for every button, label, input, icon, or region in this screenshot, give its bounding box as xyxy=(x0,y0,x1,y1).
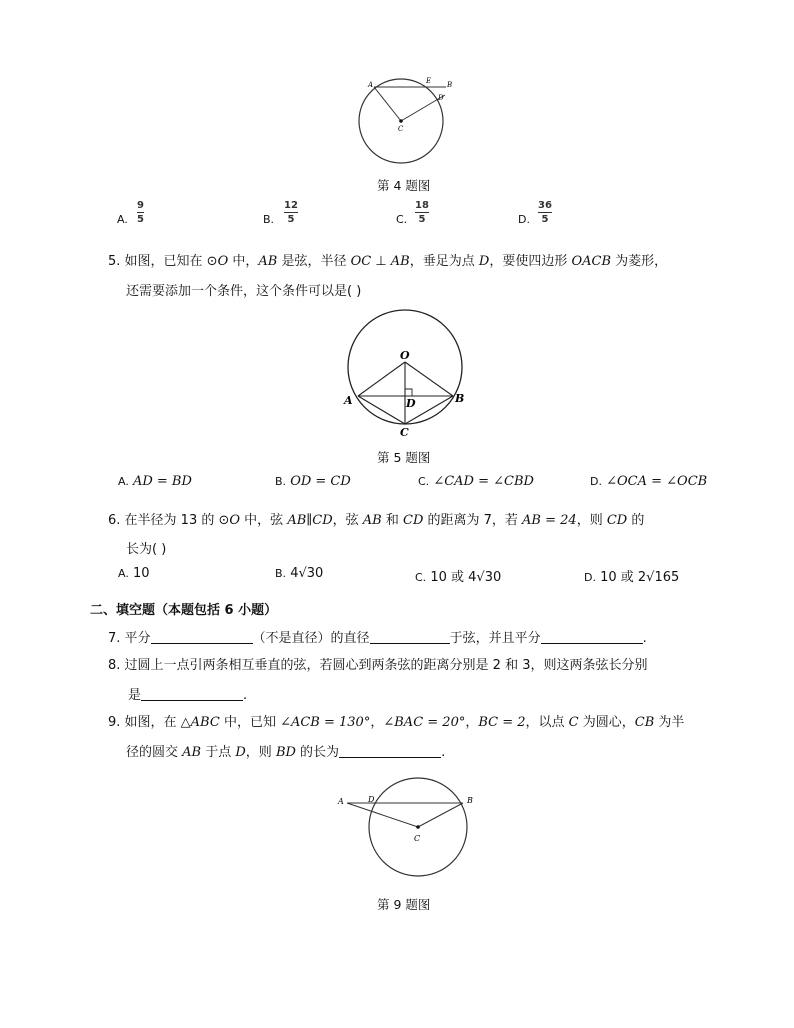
option-letter: A. xyxy=(117,213,128,226)
option-letter: B. xyxy=(263,213,275,226)
q9-line1: 9. 如图，在 △ABC 中，已知 ∠ACB = 130°，∠BAC = 20°，BC = 2，以点 C 为圆心，CB 为半 xyxy=(108,715,685,730)
fig5-label-a: A xyxy=(344,394,353,407)
q7-blank-2[interactable] xyxy=(370,631,450,644)
q5-option-b: B. OD = CD xyxy=(275,474,351,489)
q5-line2: 还需要添加一个条件，这个条件可以是( ) xyxy=(126,284,362,299)
fig9-caption: 第 9 题图 xyxy=(377,897,431,912)
fig5-segment-oa xyxy=(358,362,405,396)
fraction: 36 5 xyxy=(538,200,552,225)
fig4-label-b: B xyxy=(447,81,453,89)
fig9-segment-cb xyxy=(418,803,463,827)
fig4-label-d: D xyxy=(438,94,444,102)
fig4-label-a: A xyxy=(368,81,374,89)
q7: 7. 平分 （不是直径）的直径 于弦，并且平分 . xyxy=(108,631,647,646)
figure-4 xyxy=(350,72,460,172)
q5-option-d: D. ∠OCA = ∠OCB xyxy=(590,474,708,489)
fig5-label-c: C xyxy=(400,426,409,439)
q6-option-a: A. 10 xyxy=(118,566,150,581)
fraction: 9 5 xyxy=(137,200,144,225)
fig5-label-b: B xyxy=(455,392,465,405)
option-letter: C. xyxy=(396,213,408,226)
fig4-label-e: E xyxy=(426,77,432,85)
q8-blank[interactable] xyxy=(141,688,243,701)
q8-line1: 8. 过圆上一点引两条相互垂直的弦，若圆心到两条弦的距离分别是 2 和 3，则这两条弦长分别 xyxy=(108,658,648,673)
option-letter: D. xyxy=(518,213,530,226)
q7-blank-1[interactable] xyxy=(151,631,253,644)
q9-line2: 径的圆交 AB 于点 D，则 BD 的长为 . xyxy=(126,745,446,760)
section-2-title: 二、填空题（本题包括 6 小题） xyxy=(90,603,278,618)
q5-option-a: A. AD = BD xyxy=(118,474,192,489)
q8-line2: 是 . xyxy=(128,688,248,703)
fraction: 18 5 xyxy=(415,200,429,225)
fig9-center-dot xyxy=(416,825,420,829)
q6-line2: 长为( ) xyxy=(126,542,167,557)
fig9-label-d: D xyxy=(368,795,375,804)
fig4-segment-ac xyxy=(374,87,401,121)
q6-option-d: D. 10 或 2√165 xyxy=(584,570,680,585)
fraction: 12 5 xyxy=(284,200,298,225)
q5-line1: 5. 如图，已知在 ⊙O 中，AB 是弦，半径 OC ⊥ AB，垂足为点 D，要使四边形 OACB 为菱形， xyxy=(108,254,668,269)
q6-option-c: C. 10 或 4√30 xyxy=(415,570,502,585)
fig9-label-c: C xyxy=(414,834,421,843)
fig4-caption: 第 4 题图 xyxy=(377,178,431,193)
q4-option-b xyxy=(263,200,308,232)
fig4-center-dot xyxy=(399,119,403,123)
fig5-label-d: D xyxy=(406,397,416,410)
fig5-caption: 第 5 题图 xyxy=(377,450,431,465)
q6-option-b: B. 4√30 xyxy=(275,566,324,581)
q5-option-c: C. ∠CAD = ∠CBD xyxy=(418,474,534,489)
fig5-right-angle-mark xyxy=(405,389,412,396)
q4-option-a xyxy=(117,200,157,232)
fig9-label-a: A xyxy=(338,797,344,806)
q9-blank[interactable] xyxy=(339,745,441,758)
fig9-label-b: B xyxy=(467,796,473,805)
q4-option-d xyxy=(518,200,563,232)
fig5-label-o: O xyxy=(400,349,410,362)
figure-5 xyxy=(336,300,476,442)
fig9-segment-ac xyxy=(347,803,418,827)
q4-option-c xyxy=(396,200,441,232)
q7-blank-3[interactable] xyxy=(541,631,643,644)
fig4-label-c: C xyxy=(398,125,404,133)
q6-line1: 6. 在半径为 13 的 ⊙O 中，弦 AB∥CD，弦 AB 和 CD 的距离为 7，若 AB = 24，则 CD 的 xyxy=(108,513,645,528)
fig5-segment-ac xyxy=(358,396,405,424)
figure-9 xyxy=(330,772,480,882)
